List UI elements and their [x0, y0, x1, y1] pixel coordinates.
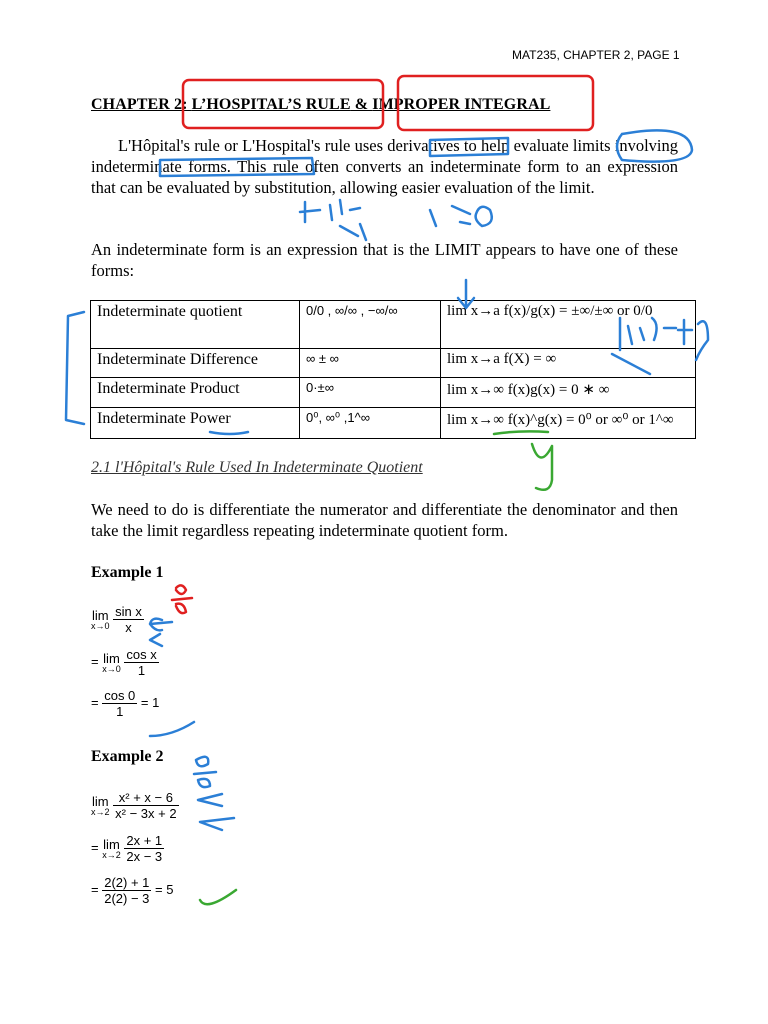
form-example: lim x→a f(x)/g(x) = ±∞/±∞ or 0/0 [441, 301, 696, 349]
example-2-step-2: = lim x→2 $\frac{2x + 1}{2x - 3}$ [91, 833, 163, 864]
blue-arrow-ex2-a [198, 794, 222, 806]
form-symbols: 0·±∞ [300, 378, 441, 408]
title-topic1: L’HOSPITAL’S RULE [191, 96, 351, 113]
limit-operator: lim x→2 [102, 836, 121, 860]
form-example: lim x→a f(X) = ∞ [441, 349, 696, 378]
example-2-heading: Example 2 [91, 748, 164, 765]
fraction: $\frac{2(2) + 1}{2(2) - 3}$ [104, 875, 150, 906]
page-header: MAT235, CHAPTER 2, PAGE 1 [512, 48, 680, 62]
blue-arrow-ex1-a [150, 619, 172, 631]
title-topic2: IMPROPER INTEGRAL [372, 96, 551, 113]
title-prefix: CHAPTER 2: [91, 96, 192, 113]
limit-operator: lim x→0 [91, 607, 110, 631]
table-row [91, 349, 696, 378]
definition-paragraph: An indeterminate form is an expression that is the LIMIT appears to have one of these forms: [91, 240, 678, 280]
chapter-title [91, 96, 550, 114]
example-1-step-1 [91, 604, 144, 635]
form-symbols: ∞ ± ∞ [300, 349, 441, 378]
example-1-step-2: = lim x→0 $\frac{\text{cos x}}{1}$ [91, 647, 157, 678]
form-name: Indeterminate Difference [91, 349, 300, 378]
fraction: $\frac{\text{cos x}}{1}$ [126, 647, 157, 678]
form-example: lim x→∞ f(x)^g(x) = 0⁰ or ∞⁰ or 1^∞ [441, 408, 696, 439]
example-2-step-3: = $\frac{2(2) + 1}{2(2) - 3}$ = 5 [91, 875, 174, 906]
red-note-zero-over-zero [172, 585, 192, 613]
blue-bracket-left [66, 312, 84, 424]
fraction: $\frac{2x + 1}{2x - 3}$ [126, 833, 163, 864]
blue-note-limit [300, 200, 366, 240]
green-check-ex2 [200, 890, 236, 904]
form-name: Indeterminate Power [91, 408, 300, 439]
blue-check-ex1 [150, 722, 194, 736]
fraction: $\frac{\cos 0}{1}$ [104, 688, 136, 719]
intro-paragraph: L'Hôpital's rule or L'Hospital's rule uses derivatives to help evaluate limits involving indeterminate forms. This rule often converts an indeterminate form to an expression that can be evaluated by substitution, allowing easier evaluation of the limit. [91, 136, 678, 197]
blue-arrow-ex2-b [200, 818, 234, 830]
section-heading: 2.1 l'Hôpital's Rule Used In Indeterminate Quotient [91, 459, 423, 476]
green-note-y [532, 444, 552, 490]
table-row [91, 378, 696, 408]
limit-operator: lim x→0 [102, 650, 121, 674]
example-1-heading: Example 1 [91, 564, 164, 581]
form-example: lim x→∞ f(x)g(x) = 0 ∗ ∞ [441, 378, 696, 408]
limit-operator: lim x→2 [91, 793, 110, 817]
blue-arrow-ex1-b [150, 634, 162, 646]
section-paragraph: We need to do is differentiate the numerator and differentiate the denominator and then take the limit regardless repeating indeterminate quotient form. [91, 500, 678, 540]
blue-note-infinity-over-infinity [194, 757, 216, 787]
blue-note-x0 [430, 206, 492, 226]
indeterminate-forms-table [90, 300, 696, 439]
form-symbols: 0⁰, ∞⁰ ,1^∞ [300, 408, 441, 439]
table-row [91, 301, 696, 349]
form-name: Indeterminate quotient [91, 301, 300, 349]
fraction: $\frac{\text{sin x}}{x}$ [115, 604, 142, 635]
title-joiner: & [350, 96, 373, 113]
form-name: Indeterminate Product [91, 378, 300, 408]
example-2-step-1 [91, 790, 179, 821]
form-symbols: 0/0 , ∞/∞ , −∞/∞ [300, 301, 441, 349]
example-1-step-3: = $\frac{\cos 0}{1}$ = 1 [91, 688, 160, 719]
fraction: $\frac{\text{x² + x − 6}}{\text{x² − 3x + 2}}$ [115, 790, 177, 821]
table-row [91, 408, 696, 439]
